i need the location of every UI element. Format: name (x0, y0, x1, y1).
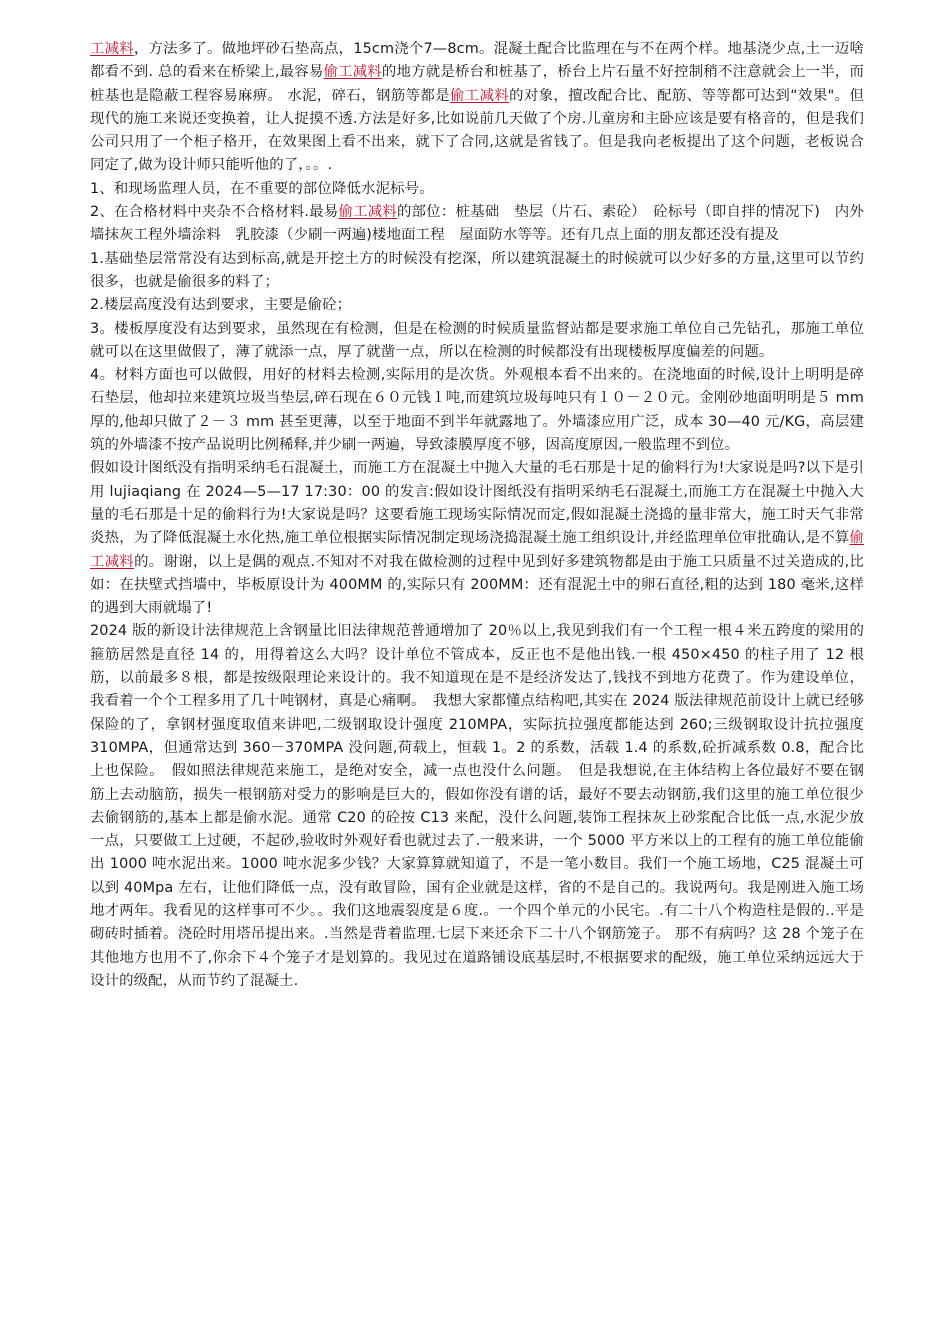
paragraph-text: ，方法多了。做地坪砂石垫高点，15cm浇个7—8cm。混凝土配合比监理在与不在两个样。地基浇少点,土一迈啥都看不到. 总的看来在桥梁上,最容易 (90, 41, 865, 81)
keyword-link[interactable]: 偷工减料 (449, 87, 510, 104)
paragraph-3 (90, 201, 864, 248)
paragraph-4 (90, 248, 864, 295)
paragraph-text: 的对象，擅改配合比、配筋、等等都可达到“效果"。但现代的施工来说还变换着，让人捉摸不透.方法是好多,比如说前几天做了个房.儿童房和主卧应该是要有格音的，但是我们公司只用了一个柜子格开，在效果图上看不出来，就下了合同,这就是省钱了。但是我向老板提出了这个问题，老板说合同定了,做为设计师只能听他的了，。。. (90, 87, 864, 174)
keyword-link[interactable]: 工减料 (90, 41, 134, 57)
paragraph-8 (90, 457, 864, 620)
paragraph-text: 的部位：桩基础 垫层（片石、素砼） 砼标号（即自拌的情况下) 内外墙抹灰工程外墙涂料 乳胶漆（少刷一两遍)楼地面工程 屋面防水等等。还有几点上面的朋友都还没有提及 (90, 204, 864, 244)
paragraph-text: 2、在合格材料中夹杂不合格材料.最易 (90, 204, 339, 221)
paragraph-text: 4。材料方面也可以做假，用好的材料去检测,实际用的是次货。外观根本看不出来的。在浇地面的时候,设计上明明是碎石垫层，他却拉来建筑垃圾当垫层,碎石现在６０元钱１吨,而建筑垃圾每吨只有１０－２０元。金刚砂地面明明是５ mm 厚的,他却只做了２－３ mm 甚至更薄，以至于地面不到半年就露地了。外墙漆应用广泛，成本 30—40 元/KG，高层建筑的外墙漆不按产品说明比例稀释,并少刷一两遍，导致漆膜厚度不够，因高度原因,一般监理不到位。 (90, 367, 864, 454)
keyword-link[interactable]: 偷工减料 (90, 530, 864, 570)
paragraph-2 (90, 178, 864, 201)
paragraph-text: 2.楼层高度没有达到要求，主要是偷砼； (90, 297, 352, 314)
paragraph-7 (90, 364, 864, 457)
paragraph-text: 3。楼板厚度没有达到要求，虽然现在有检测，但是在检测的时候质量监督站都是要求施工单位自己先钻孔，那施工单位就可以在这里做假了，薄了就添一点，厚了就凿一点，所以在检测的时候都没有出现楼板厚度偏差的问题。 (90, 320, 864, 360)
paragraph-text: 1.基础垫层常常没有达到标高,就是开挖土方的时候没有挖深，所以建筑混凝土的时候就可以少好多的方量,这里可以节约很多，也就是偷很多的料了； (90, 250, 864, 290)
paragraph-text: 假如设计图纸没有指明采纳毛石混凝土，而施工方在混凝土中抛入大量的毛石那是十足的偷料行为!大家说是吗?以下是引用 lujiaqiang 在 2024—5—17 17:30：00 的发言:假如设计图纸没有指明采纳毛石混凝土,而施工方在混凝土中抛入大量的毛石那是十足的偷料行为!大家说是吗？这要看施工现场实际情况而定,假如混凝土浇捣的量非常大，施工时天气非常炎热，为了降低混凝土水化热,施工单位根据实际情况制定现场浇捣混凝土施工组织设计,并经监理单位审批确认,是不算 (90, 460, 864, 547)
paragraph-5 (90, 294, 864, 317)
paragraph-text: 1、和现场监理人员，在不重要的部位降低水泥标号。 (90, 180, 434, 197)
keyword-link[interactable]: 偷工减料 (323, 64, 382, 81)
paragraph-text: 2024 版的新设计法律规范上含钢量比旧法律规范普通增加了 20％以上,我见到我们有一个工程一根４米五跨度的梁用的箍筋居然是直径 14 的，用得着这么大吗？设计单位不管成本，反正也不是他出钱.一根 450×450 的柱子用了 12 根筋，以前最多８根，都是按级限理论来设计的。我不知道现在是不是经济发达了,钱找不到地方花费了。作为建设单位，我看着一个个工程多用了几十吨钢材，真是心痛啊。 我想大家都懂点结构吧,其实在 2024 版法律规范前设计上就已经够保险的了，拿钢材强度取值来讲吧,二级钢取设计强度 210MPA，实际抗拉强度都能达到 260;三级钢取设计抗拉强度 310MPA，但通常达到 360－370MPA 没问题,荷载上，恒载 1。2 的系数，活载 1.4 的系数,砼折减系数 0.8，配合比上也保险。 假如照法律规范来施工，是绝对安全，减一点也没什么问题。 但是我想说,在主体结构上各位最好不要在钢筋上去动脑筋，损失一根钢筋对受力的影响是巨大的，假如你没有谱的话，最好不要去动钢筋,我们这里的施工单位很少去偷钢筋的,基本上都是偷水泥。通常 C20 的砼按 C13 来配，没什么问题,装饰工程抹灰上砂浆配合比低一点,水泥少放一点，只要做工上过硬，不起砂,验收时外观好看也就过去了.一般来讲，一个 5000 平方米以上的工程有的施工单位能偷出 1000 吨水泥出来。1000 吨水泥多少钱？大家算算就知道了，不是一笔小数目。我们一个施工场地，C25 混凝土可以到 40Mpa 左右，让他们降低一点，没有敢冒险，国有企业就是这样，省的不是自己的。我说两句。我是刚进入施工场地才两年。我看见的这样事可不少。。我们这地震裂度是６度.。一个四个单元的小民宅。.有二十八个构造柱是假的..平是砌砖时插着。浇砼时用塔吊提出来。.当然是背着监理.七层下来还余下二十八个钢筋笼子。 那不有病吗？这 28 个笼子在其他地方也用不了,你余下４个笼子才是划算的。我见过在道路铺设底基层时,不根据要求的配级，施工单位采纳远远大于设计的级配，从而节约了混凝土. (90, 623, 864, 989)
paragraph-1 (90, 38, 864, 178)
paragraph-text: 的。谢谢，以上是偶的观点.不知对不对我在做检测的过程中见到好多建筑物都是由于施工只质量不过关造成的,比如：在扶壁式挡墙中，毕板原设计为 400MM 的,实际只有 200MM：还有混泥土中的卵石直径,粗的达到 180 毫米,这样的遇到大雨就塌了! (90, 553, 864, 617)
paragraph-text: 的地方就是桥台和桩基了，桥台上片石量不好控制稍不注意就会上一半，而桩基也是隐蔽工程容易麻痹。 水泥，碎石，钢筋等都是 (90, 64, 864, 104)
paragraph-9 (90, 620, 864, 993)
keyword-link[interactable]: 偷工减料 (338, 204, 397, 221)
paragraph-6 (90, 318, 864, 365)
